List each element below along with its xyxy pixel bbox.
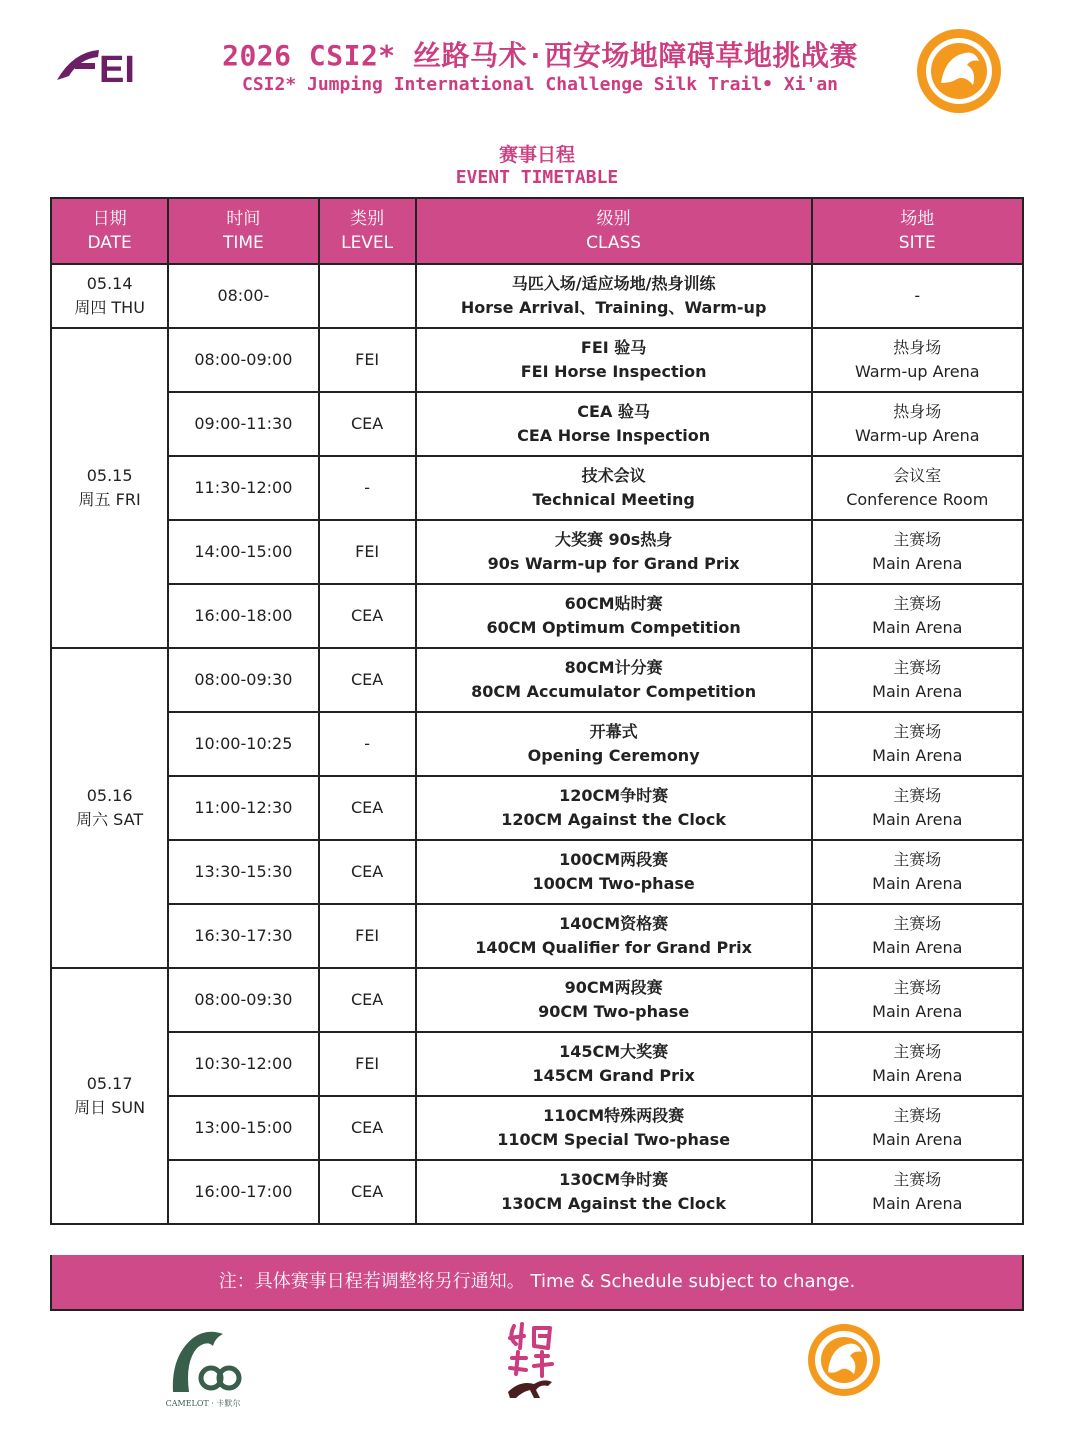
level-cell: CEA (319, 776, 416, 840)
level-cell: CEA (319, 1096, 416, 1160)
table-row (51, 1160, 1023, 1224)
event-title-zh: 2026 CSI2* 丝路马术·西安场地障碍草地挑战赛 (222, 39, 858, 72)
time-cell: 11:00-12:30 (168, 776, 318, 840)
time-cell: 08:00- (168, 264, 318, 328)
class-cell: 110CM特殊两段赛 110CM Special Two-phase (416, 1096, 812, 1160)
class-cell: 145CM大奖赛 145CM Grand Prix (416, 1032, 812, 1096)
time-cell: 13:30-15:30 (168, 840, 318, 904)
time-cell: 09:00-11:30 (168, 392, 318, 456)
level-cell (319, 264, 416, 328)
site-cell: 主赛场 Main Arena (812, 840, 1023, 904)
time-cell: 16:00-17:00 (168, 1160, 318, 1224)
class-cell: 120CM争时赛 120CM Against the Clock (416, 776, 812, 840)
column-header-date: 日期 DATE (51, 198, 168, 264)
site-cell: - (812, 264, 1023, 328)
time-cell: 08:00-09:30 (168, 968, 318, 1032)
class-cell: 130CM争时赛 130CM Against the Clock (416, 1160, 812, 1224)
time-cell: 08:00-09:30 (168, 648, 318, 712)
class-cell: 80CM计分赛 80CM Accumulator Competition (416, 648, 812, 712)
site-cell: 主赛场 Main Arena (812, 520, 1023, 584)
site-cell: 主赛场 Main Arena (812, 712, 1023, 776)
table-row (51, 776, 1023, 840)
site-cell: 热身场 Warm-up Arena (812, 328, 1023, 392)
site-cell: 主赛场 Main Arena (812, 584, 1023, 648)
time-cell: 10:00-10:25 (168, 712, 318, 776)
level-cell: FEI (319, 1032, 416, 1096)
class-cell: 马匹入场/适应场地/热身训练 Horse Arrival、Training、Warm-up (416, 264, 812, 328)
event-title-en: CSI2* Jumping International Challenge Silk Trail• Xi'an (241, 74, 839, 95)
level-cell: - (319, 456, 416, 520)
site-cell: 主赛场 Main Arena (812, 968, 1023, 1032)
table-row (51, 392, 1023, 456)
table-row (51, 584, 1023, 648)
site-cell: 会议室 Conference Room (812, 456, 1023, 520)
class-cell: 大奖赛 90s热身 90s Warm-up for Grand Prix (416, 520, 812, 584)
class-cell: 开幕式 Opening Ceremony (416, 712, 812, 776)
time-cell: 10:30-12:00 (168, 1032, 318, 1096)
level-cell: - (319, 712, 416, 776)
table-row (51, 264, 1023, 328)
time-cell: 14:00-15:00 (168, 520, 318, 584)
site-cell: 主赛场 Main Arena (812, 1096, 1023, 1160)
camelot-logo-text: CAMELOT · 卡默尔 (165, 1399, 241, 1408)
table-row (51, 712, 1023, 776)
level-cell: FEI (319, 904, 416, 968)
level-cell: FEI (319, 520, 416, 584)
class-cell: 90CM两段赛 90CM Two-phase (416, 968, 812, 1032)
timetable-title-zh: 赛事日程 (498, 144, 575, 166)
level-cell: CEA (319, 1160, 416, 1224)
class-cell: FEI 验马 FEI Horse Inspection (416, 328, 812, 392)
table-header-row (51, 198, 1023, 264)
class-cell: CEA 验马 CEA Horse Inspection (416, 392, 812, 456)
table-row (51, 1032, 1023, 1096)
level-cell: CEA (319, 648, 416, 712)
table-row (51, 904, 1023, 968)
site-cell: 主赛场 Main Arena (812, 648, 1023, 712)
page-header (0, 0, 1080, 120)
fei-logo (55, 46, 170, 88)
table-row (51, 968, 1023, 1032)
silk-road-horse-logo-icon (500, 1318, 562, 1402)
class-cell: 60CM贴时赛 60CM Optimum Competition (416, 584, 812, 648)
date-cell: 05.15 周五 FRI (51, 328, 168, 648)
time-cell: 08:00-09:00 (168, 328, 318, 392)
time-cell: 16:00-18:00 (168, 584, 318, 648)
table-row (51, 456, 1023, 520)
class-cell: 140CM资格赛 140CM Qualifier for Grand Prix (416, 904, 812, 968)
table-row (51, 1096, 1023, 1160)
date-cell: 05.17 周日 SUN (51, 968, 168, 1224)
schedule-change-note: 注：具体赛事日程若调整将另行通知。 Time & Schedule subject to change. (50, 1255, 1024, 1311)
class-cell: 100CM两段赛 100CM Two-phase (416, 840, 812, 904)
event-timetable (50, 197, 1024, 1225)
column-header-level: 类别 LEVEL (319, 198, 416, 264)
table-row (51, 840, 1023, 904)
site-cell: 热身场 Warm-up Arena (812, 392, 1023, 456)
svg-text:EI: EI (99, 49, 135, 88)
table-row (51, 328, 1023, 392)
time-cell: 11:30-12:00 (168, 456, 318, 520)
level-cell: CEA (319, 392, 416, 456)
level-cell: CEA (319, 840, 416, 904)
time-cell: 13:00-15:00 (168, 1096, 318, 1160)
site-cell: 主赛场 Main Arena (812, 1160, 1023, 1224)
class-cell: 技术会议 Technical Meeting (416, 456, 812, 520)
column-header-time: 时间 TIME (168, 198, 318, 264)
time-cell: 16:30-17:30 (168, 904, 318, 968)
table-row (51, 520, 1023, 584)
level-cell: CEA (319, 968, 416, 1032)
chinese-equestrian-association-logo-icon (915, 27, 1003, 115)
camelot-horse-logo-icon (163, 1326, 243, 1398)
table-row (51, 648, 1023, 712)
date-cell: 05.14 周四 THU (51, 264, 168, 328)
column-header-class: 级别 CLASS (416, 198, 812, 264)
equestrian-club-logo-icon (806, 1322, 882, 1398)
site-cell: 主赛场 Main Arena (812, 904, 1023, 968)
column-header-site: 场地 SITE (812, 198, 1023, 264)
timetable-title-en: EVENT TIMETABLE (455, 167, 619, 188)
level-cell: CEA (319, 584, 416, 648)
level-cell: FEI (319, 328, 416, 392)
date-cell: 05.16 周六 SAT (51, 648, 168, 968)
site-cell: 主赛场 Main Arena (812, 776, 1023, 840)
site-cell: 主赛场 Main Arena (812, 1032, 1023, 1096)
